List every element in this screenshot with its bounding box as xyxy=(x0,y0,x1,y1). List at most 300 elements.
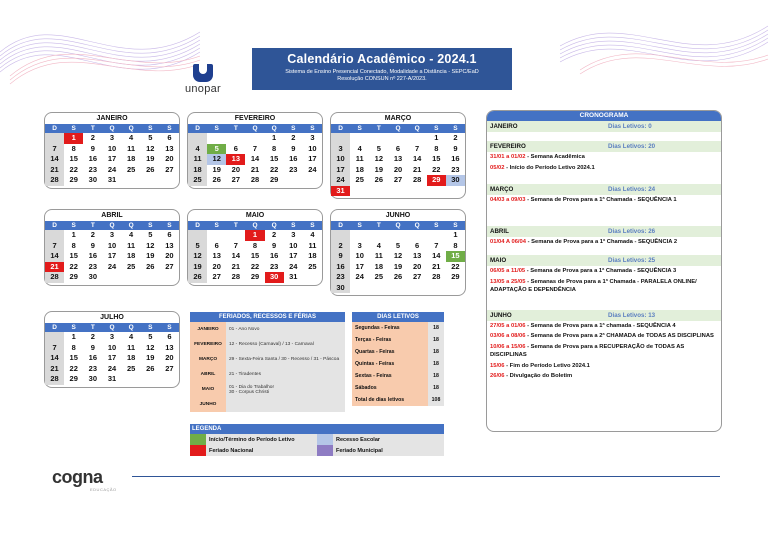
day-cell: 7 xyxy=(252,143,258,153)
week-row xyxy=(45,272,179,283)
cronograma-month: JUNHO xyxy=(490,311,512,319)
day-cell: 12 xyxy=(188,251,207,262)
day-cell: 14 xyxy=(45,353,64,364)
weekday-label: D xyxy=(188,124,207,133)
day-cell: 23 xyxy=(88,164,98,174)
day-cell xyxy=(427,283,446,294)
legend-label: Feriado Nacional xyxy=(209,447,254,454)
week-row xyxy=(188,175,322,186)
day-cell: 26 xyxy=(393,272,403,281)
day-cell: 30 xyxy=(88,374,98,383)
day-cell: 29 xyxy=(269,175,279,184)
day-cell: 21 xyxy=(250,164,260,174)
day-cell: 16 xyxy=(331,262,350,273)
weekday-label: T xyxy=(369,221,388,230)
weekday-label: T xyxy=(83,323,102,332)
weekday-label: Q xyxy=(408,124,427,133)
page-subtitle-1: Sistema de Ensino Presencial Conectado, Modalidade a Distância - SEPC/EaD xyxy=(285,69,479,75)
weekday-label: S xyxy=(160,124,179,133)
day-cell: 22 xyxy=(69,363,78,373)
weekday-label: Q xyxy=(388,221,407,230)
day-cell xyxy=(331,230,350,241)
day-cell xyxy=(427,186,446,197)
day-cell xyxy=(188,230,207,241)
weekday-header xyxy=(45,323,179,332)
event-date: 10/06 a 15/06 xyxy=(490,343,526,350)
cronograma-month-header xyxy=(487,141,721,152)
cogna-subtitle: EDUCAÇÃO xyxy=(90,487,117,492)
day-cell: 24 xyxy=(289,261,298,271)
weekday-header xyxy=(45,124,179,133)
day-cell: 8 xyxy=(453,240,458,250)
day-cell: 20 xyxy=(165,154,174,163)
day-cell xyxy=(45,133,64,144)
weekday-label: S xyxy=(141,221,160,230)
day-cell: 20 xyxy=(231,164,241,174)
legend-swatch xyxy=(190,434,206,445)
weekday-label: S xyxy=(303,124,322,133)
weekday-header xyxy=(188,221,322,230)
week-row xyxy=(188,154,322,165)
dias-letivos-label: Terças - Feiras xyxy=(352,334,428,346)
day-cell: 15 xyxy=(446,251,465,262)
weekday-label: T xyxy=(83,124,102,133)
weekday-label: S xyxy=(141,124,160,133)
day-cell xyxy=(102,272,121,283)
day-cell: 18 xyxy=(374,261,384,271)
day-cell xyxy=(350,230,369,241)
day-cell: 21 xyxy=(45,165,64,176)
day-cell: 16 xyxy=(88,353,98,362)
page-title: Calendário Acadêmico - 2024.1 xyxy=(287,52,477,66)
dias-letivos-label: Quintas - Feiras xyxy=(352,358,428,370)
month-title: FEVEREIRO xyxy=(234,115,276,122)
day-cell: 13 xyxy=(393,154,403,163)
day-cell: 30 xyxy=(265,272,284,283)
day-cell: 28 xyxy=(231,272,241,281)
day-cell: 22 xyxy=(250,261,260,271)
weekday-label: S xyxy=(207,221,226,230)
feriado-month: JUNHO xyxy=(190,397,226,412)
day-cell: 30 xyxy=(88,175,98,184)
week-row xyxy=(188,262,322,273)
day-cell: 3 xyxy=(291,230,296,239)
cronograma-month-header xyxy=(487,121,721,132)
day-cell xyxy=(45,230,64,241)
day-cell: 19 xyxy=(188,262,207,273)
day-cell: 7 xyxy=(434,240,439,250)
day-cell xyxy=(226,230,245,241)
dias-letivos-label: Total de dias letivos xyxy=(352,394,428,406)
dias-letivos-value: 18 xyxy=(428,325,444,331)
day-cell: 25 xyxy=(374,272,384,281)
day-cell xyxy=(160,374,179,385)
legend-swatch xyxy=(317,445,333,456)
day-cell: 21 xyxy=(45,364,64,375)
week-row xyxy=(45,364,179,375)
day-cell: 18 xyxy=(126,154,136,163)
day-cell: 21 xyxy=(432,261,441,271)
day-cell: 17 xyxy=(308,154,317,163)
unopar-u-icon xyxy=(193,64,213,82)
day-cell: 7 xyxy=(45,144,64,155)
day-cell: 13 xyxy=(212,251,221,260)
day-cell: 11 xyxy=(127,240,136,250)
day-cell: 8 xyxy=(71,143,76,153)
weekday-label: Q xyxy=(122,323,141,332)
day-cell: 11 xyxy=(127,342,136,352)
day-cell: 18 xyxy=(355,164,364,174)
day-cell: 20 xyxy=(165,251,174,260)
cronograma-event xyxy=(487,371,721,382)
cronograma-event xyxy=(487,361,721,372)
day-cell: 28 xyxy=(45,374,64,385)
day-cell xyxy=(303,175,322,186)
day-cell: 26 xyxy=(146,261,155,271)
legend-item xyxy=(190,445,317,456)
week-row xyxy=(188,272,322,283)
day-cell: 4 xyxy=(310,230,315,239)
day-cell: 1 xyxy=(71,230,76,239)
day-cell: 13 xyxy=(165,342,174,352)
week-row xyxy=(331,283,465,294)
unopar-logo xyxy=(178,64,228,95)
week-row xyxy=(45,374,179,385)
dias-letivos-label: Sábados xyxy=(352,382,428,394)
dias-letivos-value: 18 xyxy=(428,373,444,379)
day-cell: 5 xyxy=(376,143,381,153)
weekday-label: D xyxy=(45,124,64,133)
cronograma-event xyxy=(487,195,721,206)
feriado-text xyxy=(226,403,345,407)
day-cell xyxy=(388,283,407,294)
weekday-label: Q xyxy=(265,124,284,133)
cronograma-dias-letivos: Dias Letivos: 13 xyxy=(608,311,656,319)
week-row xyxy=(45,262,179,273)
cronograma-dias-letivos: Dias Letivos: 0 xyxy=(608,123,652,130)
day-cell xyxy=(408,133,427,144)
day-cell: 3 xyxy=(109,230,115,239)
day-cell xyxy=(245,133,264,144)
day-cell xyxy=(408,283,427,294)
day-cell: 18 xyxy=(308,251,317,260)
day-cell: 8 xyxy=(71,240,76,250)
day-cell: 4 xyxy=(129,230,134,239)
day-cell xyxy=(207,133,226,144)
day-cell: 23 xyxy=(331,272,350,283)
weekday-label: Q xyxy=(122,221,141,230)
day-cell: 6 xyxy=(214,240,219,250)
day-cell: 13 xyxy=(412,251,422,260)
day-cell: 17 xyxy=(331,165,350,176)
day-cell: 18 xyxy=(126,251,136,260)
week-row xyxy=(188,230,322,241)
dias-letivos-row xyxy=(352,334,444,346)
day-cell: 6 xyxy=(167,133,172,142)
day-cell: 15 xyxy=(432,154,441,163)
legend-label: Início/Término do Período Letivo xyxy=(209,436,295,443)
weekday-header xyxy=(45,221,179,230)
cronograma-dias-letivos: Dias Letivos: 25 xyxy=(608,257,656,264)
weekday-label: S xyxy=(284,221,303,230)
week-row xyxy=(331,165,465,176)
legend-swatch xyxy=(317,434,333,445)
week-row xyxy=(45,230,179,241)
day-cell: 7 xyxy=(415,143,420,153)
day-cell: 12 xyxy=(374,154,384,163)
day-cell: 10 xyxy=(308,143,317,153)
event-text: - Divulgação do Boletim xyxy=(504,373,573,379)
day-cell xyxy=(303,272,322,283)
day-cell: 4 xyxy=(376,240,381,250)
feriado-text: 01 - Dia do Trabalhor 30 - Corpus Christi xyxy=(229,384,275,395)
day-cell: 19 xyxy=(374,164,384,174)
day-cell: 12 xyxy=(146,240,155,250)
day-cell: 1 xyxy=(272,133,277,142)
day-cell: 1 xyxy=(71,332,76,341)
day-cell: 19 xyxy=(393,261,403,271)
day-cell xyxy=(350,133,369,144)
day-cell: 22 xyxy=(432,164,441,174)
weekday-label: S xyxy=(160,323,179,332)
cronograma-month-header xyxy=(487,226,721,237)
day-cell: 3 xyxy=(331,144,350,155)
feriado-row xyxy=(190,382,345,397)
weekday-label: Q xyxy=(245,221,264,230)
legend-title: LEGENDA xyxy=(190,424,444,434)
day-cell: 24 xyxy=(355,272,364,281)
legend xyxy=(190,424,444,456)
day-cell: 9 xyxy=(453,143,458,153)
legend-item xyxy=(317,434,444,445)
day-cell: 10 xyxy=(107,240,117,250)
day-cell: 25 xyxy=(308,261,317,271)
day-cell: 17 xyxy=(107,251,117,260)
day-cell xyxy=(160,175,179,186)
weekday-label: D xyxy=(331,221,350,230)
day-cell: 12 xyxy=(146,143,155,153)
week-row xyxy=(45,133,179,144)
event-text: - Semana de Prova para a 1ª chamada - SEQUÊNCIA 4 xyxy=(525,322,676,329)
week-row xyxy=(188,241,322,252)
day-cell: 16 xyxy=(289,154,298,163)
day-cell: 25 xyxy=(126,363,136,373)
day-cell: 30 xyxy=(331,283,350,294)
day-cell: 20 xyxy=(412,261,422,271)
day-cell: 30 xyxy=(88,272,98,281)
day-cell: 11 xyxy=(188,154,207,165)
day-cell: 6 xyxy=(415,240,420,250)
day-cell xyxy=(45,332,64,343)
dias-letivos-row xyxy=(352,358,444,370)
week-row xyxy=(331,144,465,155)
day-cell: 26 xyxy=(374,175,384,184)
day-cell: 27 xyxy=(165,261,174,271)
day-cell: 28 xyxy=(432,272,441,281)
cronograma-month-header xyxy=(487,255,721,266)
day-cell xyxy=(446,186,465,197)
day-cell: 19 xyxy=(146,251,155,260)
day-cell: 5 xyxy=(188,241,207,252)
day-cell: 16 xyxy=(269,251,279,260)
day-cell: 16 xyxy=(451,154,460,163)
weekday-label: S xyxy=(446,221,465,230)
day-cell: 27 xyxy=(212,272,221,281)
dias-letivos-title: DIAS LETIVOS xyxy=(352,312,444,322)
day-cell xyxy=(446,283,465,294)
day-cell: 2 xyxy=(453,133,458,142)
weekday-label: Q xyxy=(102,221,121,230)
day-cell xyxy=(427,230,446,241)
day-cell: 21 xyxy=(412,164,422,174)
day-cell: 14 xyxy=(45,154,64,165)
day-cell: 4 xyxy=(357,143,362,153)
day-cell: 6 xyxy=(167,332,172,341)
event-date: 05/02 xyxy=(490,164,505,171)
day-cell: 26 xyxy=(146,363,155,373)
day-cell: 15 xyxy=(69,353,78,362)
decorative-wave-right xyxy=(560,0,768,95)
day-cell: 24 xyxy=(331,175,350,186)
day-cell: 2 xyxy=(331,241,350,252)
dias-letivos-value: 18 xyxy=(428,385,444,391)
day-cell: 26 xyxy=(146,164,155,174)
day-cell: 11 xyxy=(374,251,383,260)
day-cell: 5 xyxy=(207,144,226,155)
weekday-label: S xyxy=(303,221,322,230)
feriado-row xyxy=(190,367,345,382)
day-cell xyxy=(350,283,369,294)
day-cell: 3 xyxy=(109,133,115,142)
day-cell: 14 xyxy=(432,251,441,260)
weekday-header xyxy=(331,124,465,133)
event-text: - Semana de Prova para a 1ª Chamada - SEQUÊNCIA 2 xyxy=(526,238,678,245)
weekday-label: S xyxy=(141,323,160,332)
dias-letivos-label: Quartas - Feiras xyxy=(352,346,428,358)
day-cell: 2 xyxy=(90,133,95,142)
week-row xyxy=(45,332,179,343)
day-cell: 24 xyxy=(107,164,117,174)
day-cell: 7 xyxy=(45,343,64,354)
weekday-label: S xyxy=(350,221,369,230)
cronograma-month-header xyxy=(487,310,721,321)
week-row xyxy=(45,241,179,252)
week-row xyxy=(331,241,465,252)
day-cell: 31 xyxy=(107,175,117,184)
day-cell xyxy=(141,175,160,186)
day-cell: 28 xyxy=(250,175,260,184)
day-cell: 14 xyxy=(45,251,64,262)
cronograma-event xyxy=(487,321,721,332)
day-cell: 28 xyxy=(412,175,422,184)
day-cell: 21 xyxy=(45,262,64,273)
day-cell: 9 xyxy=(90,143,95,153)
cronograma-month-header xyxy=(487,184,721,195)
day-cell: 10 xyxy=(107,143,117,153)
day-cell: 26 xyxy=(212,175,221,184)
weekday-label: S xyxy=(284,124,303,133)
day-cell: 22 xyxy=(451,261,460,271)
weekday-label: Q xyxy=(245,124,264,133)
day-cell: 27 xyxy=(165,363,174,373)
weekday-label: Q xyxy=(102,124,121,133)
day-cell: 9 xyxy=(291,143,296,153)
weekday-label: Q xyxy=(408,221,427,230)
day-cell: 6 xyxy=(167,230,172,239)
dias-letivos-value: 108 xyxy=(428,397,444,403)
day-cell: 25 xyxy=(126,164,136,174)
week-row xyxy=(188,133,322,144)
cronograma-event xyxy=(487,237,721,248)
cronograma-dias-letivos: Dias Letivos: 20 xyxy=(608,143,656,150)
decorative-wave-left xyxy=(0,0,200,95)
event-text: - Início do Período Letivo 2024.1 xyxy=(504,164,595,171)
day-cell: 31 xyxy=(107,374,117,383)
legend-label: Feriado Municipal xyxy=(336,447,383,454)
month-calendar xyxy=(187,112,323,189)
event-text: - Semana Acadêmica xyxy=(525,154,585,160)
week-row xyxy=(45,154,179,165)
dias-letivos-value: 18 xyxy=(428,337,444,343)
day-cell: 28 xyxy=(45,272,64,283)
day-cell: 10 xyxy=(107,342,117,352)
day-cell: 17 xyxy=(107,353,117,362)
day-cell: 15 xyxy=(250,251,260,260)
event-date: 04/03 a 09/03 xyxy=(490,197,526,203)
feriado-month: ABRIL xyxy=(190,367,226,382)
weekday-label: D xyxy=(45,221,64,230)
day-cell: 15 xyxy=(69,154,78,163)
event-date: 27/05 a 01/06 xyxy=(490,322,526,329)
event-date: 26/06 xyxy=(490,373,505,379)
day-cell: 22 xyxy=(69,164,78,174)
day-cell: 29 xyxy=(250,272,260,281)
dias-letivos-row xyxy=(352,394,444,406)
day-cell: 7 xyxy=(233,240,238,250)
day-cell: 16 xyxy=(88,154,98,163)
day-cell: 6 xyxy=(233,143,238,153)
feriado-month: FEVEREIRO xyxy=(190,337,226,352)
day-cell: 13 xyxy=(165,240,174,250)
day-cell: 4 xyxy=(188,144,207,155)
week-row xyxy=(331,133,465,144)
weekday-label: Q xyxy=(265,221,284,230)
day-cell: 5 xyxy=(148,133,153,142)
day-cell xyxy=(408,230,427,241)
day-cell: 12 xyxy=(146,342,155,352)
day-cell: 4 xyxy=(129,133,134,142)
weekday-header xyxy=(331,221,465,230)
feriado-month: JANEIRO xyxy=(190,322,226,337)
dias-letivos-row xyxy=(352,382,444,394)
day-cell: 9 xyxy=(272,240,277,250)
day-cell: 18 xyxy=(188,165,207,176)
day-cell: 17 xyxy=(107,154,117,163)
month-title: JANEIRO xyxy=(96,115,128,122)
cronograma-event xyxy=(487,342,721,361)
day-cell: 23 xyxy=(451,164,460,174)
month-calendar xyxy=(44,209,180,286)
event-date: 13/05 a 25/05 xyxy=(490,278,526,285)
day-cell: 14 xyxy=(250,154,260,163)
dias-letivos-row xyxy=(352,346,444,358)
event-date: 15/06 xyxy=(490,362,505,369)
cronograma-month: MARÇO xyxy=(490,186,514,193)
day-cell: 5 xyxy=(395,240,401,250)
day-cell xyxy=(369,186,388,197)
event-text: - Semana de Prova para a 2ª CHAMADA de TODAS AS DISCIPLINAS xyxy=(525,333,714,339)
week-row xyxy=(45,251,179,262)
